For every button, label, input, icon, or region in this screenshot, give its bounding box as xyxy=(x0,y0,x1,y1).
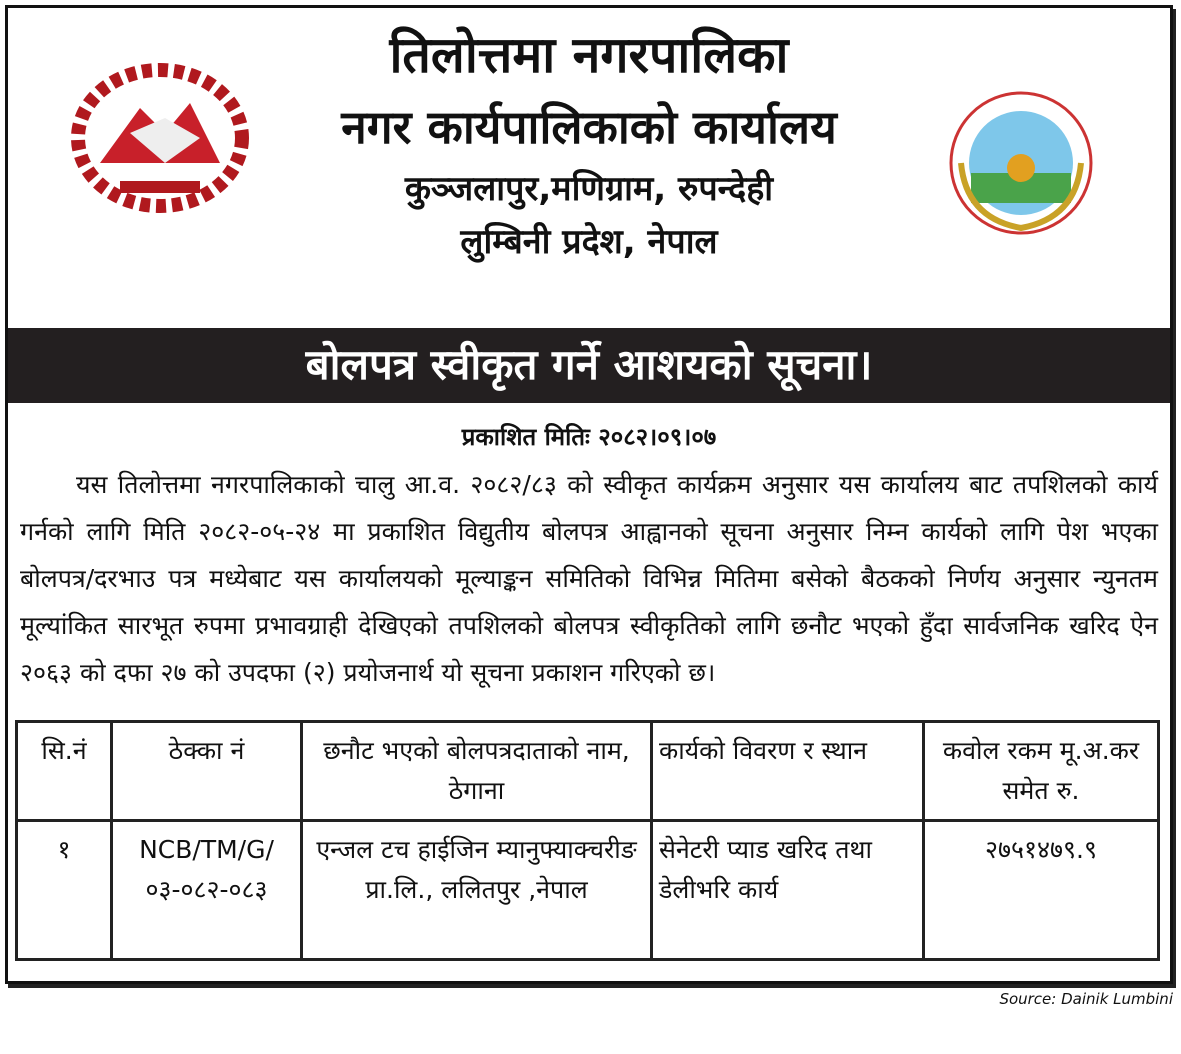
municipality-logo xyxy=(946,88,1096,238)
header-text xyxy=(258,22,920,267)
nepal-emblem-logo xyxy=(70,63,250,213)
col-serial: सि.नं xyxy=(17,721,112,820)
cell-contract-no: NCB/TM/G/ ०३-०८२-०८३ xyxy=(112,820,302,959)
col-bidder: छनौट भएको बोलपत्रदाताको नाम, ठेगाना xyxy=(302,721,652,820)
notice-frame xyxy=(5,5,1173,984)
col-contract-no: ठेक्का नं xyxy=(112,721,302,820)
table-row xyxy=(17,820,1159,959)
published-date: प्रकाशित मितिः २०८२।०९।०७ xyxy=(461,422,717,451)
office-title: नगर कार्यपालिकाको कार्यालय xyxy=(341,99,837,154)
header xyxy=(8,8,1170,328)
notice-heading: बोलपत्र स्वीकृत गर्ने आशयको सूचना। xyxy=(8,328,1170,403)
tender-table xyxy=(15,720,1160,961)
cell-amount: २७५१४७९.९ xyxy=(924,820,1159,959)
notice-body: यस तिलोत्तमा नगरपालिकाको चालु आ.व. २०८२/८३ को स्वीकृत कार्यक्रम अनुसार यस कार्यालय बाट तपशिलको कार्य गर्नको लागि मिति २०८२-०५-२४ मा प्रकाशित विद्युतीय बोलपत्र आह्वानको सूचना अनुसार निम्न कार्यको लागि पेश भएका बोलपत्र/दरभाउ पत्र मध्येबाट यस कार्यालयको मूल्याङ्कन समितिको विभिन्न मितिमा बसेको बैठकको निर्णय अनुसार न्युनतम मूल्यांकित सारभूत रुपमा प्रभावग्राही देखिएको तपशिलको बोलपत्र स्वीकृतिको लागि छनौट भएको हुँदा सार्वजनिक खरिद ऐन २०६३ को दफा २७ को उपदफा (२) प्रयोजनार्थ यो सूचना प्रकाशन गरिएको छ। xyxy=(20,469,1158,687)
table-header-row xyxy=(17,721,1159,820)
cell-serial: १ xyxy=(17,820,112,959)
municipality-title: तिलोत्तमा नगरपालिका xyxy=(389,26,789,84)
col-work: कार्यको विवरण र स्थान xyxy=(652,721,924,820)
office-province: लुम्बिनी प्रदेश, नेपाल xyxy=(460,222,718,263)
cell-work: सेनेटरी प्याड खरिद तथा डेलीभरि कार्य xyxy=(652,820,924,959)
office-address: कुञ्जलापुर,मणिग्राम, रुपन्देही xyxy=(404,168,774,209)
source-credit: Source: Dainik Lumbini xyxy=(999,989,1173,1008)
col-amount: कवोल रकम मू.अ.कर समेत रु. xyxy=(924,721,1159,820)
cell-bidder: एन्जल टच हाईजिन म्यानुफ्याक्चरीङ प्रा.लि., ललितपुर ,नेपाल xyxy=(302,820,652,959)
